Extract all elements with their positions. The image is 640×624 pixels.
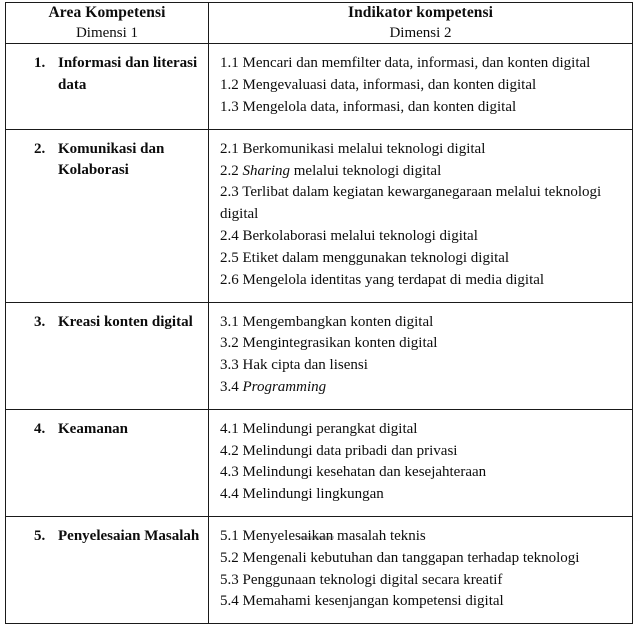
indicator-line: 1.1 Mencari dan memfilter data, informasi, dan konten digital [220,55,591,72]
indicator-line: 3.3 Hak cipta dan lisensi [220,357,368,374]
table-row [6,129,633,302]
area-number: 3. [34,313,46,330]
competency-table [5,2,633,624]
indicator-line: 4.3 Melindungi kesehatan dan kesejahteraan [220,464,487,481]
table-row [6,409,633,516]
area-number: 2. [34,140,46,157]
indicator-line: 4.2 Melindungi data pribadi dan privasi [220,442,458,459]
header-cell-indicator [209,3,633,44]
area-item [6,526,202,547]
header-cell-area [6,3,209,44]
header-row [6,3,633,44]
indicator-line: 5.4 Memahami kesenjangan kompetensi digital [220,593,504,610]
area-item [6,419,202,440]
indicator-cell [209,517,633,624]
area-number: 4. [34,420,46,437]
indicator-line [220,377,624,399]
indicator-number: 2.2 [220,162,243,179]
indicator-line: 4.1 Melindungi perangkat digital [220,420,418,437]
indicator-emphasis: Programming [242,378,327,395]
area-cell [6,517,209,624]
area-item [6,53,202,96]
area-cell [6,302,209,409]
indicator-emphasis: Sharing [242,162,291,179]
area-label: Penyelesaian Masalah [58,528,200,545]
indicator-cell [209,44,633,129]
table-row [6,517,633,624]
table-header [6,3,633,44]
scan-artifact [300,536,334,539]
area-cell [6,129,209,302]
area-label: Keamanan [58,420,129,437]
area-cell [6,44,209,129]
indicator-line: 5.3 Penggunaan teknologi digital secara kreatif [220,571,503,588]
indicator-line: 3.2 Mengintegrasikan konten digital [220,335,438,352]
indicator-line: 2.6 Mengelola identitas yang terdapat di media digital [220,271,545,288]
area-label: Informasi dan literasi data [58,55,198,93]
header-area-title: Area Kompetensi [48,4,166,21]
indicator-text: melalui teknologi digital [290,162,442,179]
table-row [6,302,633,409]
indicator-line: 2.3 Terlibat dalam kegiatan kewarganegaraan melalui teknologi digital [220,184,602,223]
area-number: 5. [34,528,46,545]
indicator-number: 3.4 [220,378,243,395]
indicator-cell [209,302,633,409]
indicator-line: 2.1 Berkomunikasi melalui teknologi digital [220,140,486,157]
area-item [6,312,202,333]
indicator-line: 1.3 Mengelola data, informasi, dan konten digital [220,99,517,116]
indicator-line: 2.4 Berkolaborasi melalui teknologi digital [220,228,478,245]
indicator-line: 5.2 Mengenali kebutuhan dan tanggapan terhadap teknologi [220,549,580,566]
indicator-line: 5.1 Menyelesaikan masalah teknis [220,528,426,545]
header-indicator-subtitle: Dimensi 2 [389,24,452,41]
area-label: Kreasi konten digital [58,313,193,330]
header-area-subtitle: Dimensi 1 [75,24,139,41]
indicator-line: 3.1 Mengembangkan konten digital [220,313,434,330]
indicator-cell [209,409,633,516]
indicator-line [220,161,624,183]
indicator-line: 2.5 Etiket dalam menggunakan teknologi digital [220,249,510,266]
indicator-cell [209,129,633,302]
area-cell [6,409,209,516]
table-row [6,44,633,129]
area-label: Komunikasi dan Kolaborasi [58,140,165,179]
area-item [6,139,202,182]
indicator-line: 4.4 Melindungi lingkungan [220,486,384,503]
header-indicator-title: Indikator kompetensi [347,4,494,21]
indicator-line: 1.2 Mengevaluasi data, informasi, dan konten digital [220,77,537,94]
area-number: 1. [34,55,46,72]
